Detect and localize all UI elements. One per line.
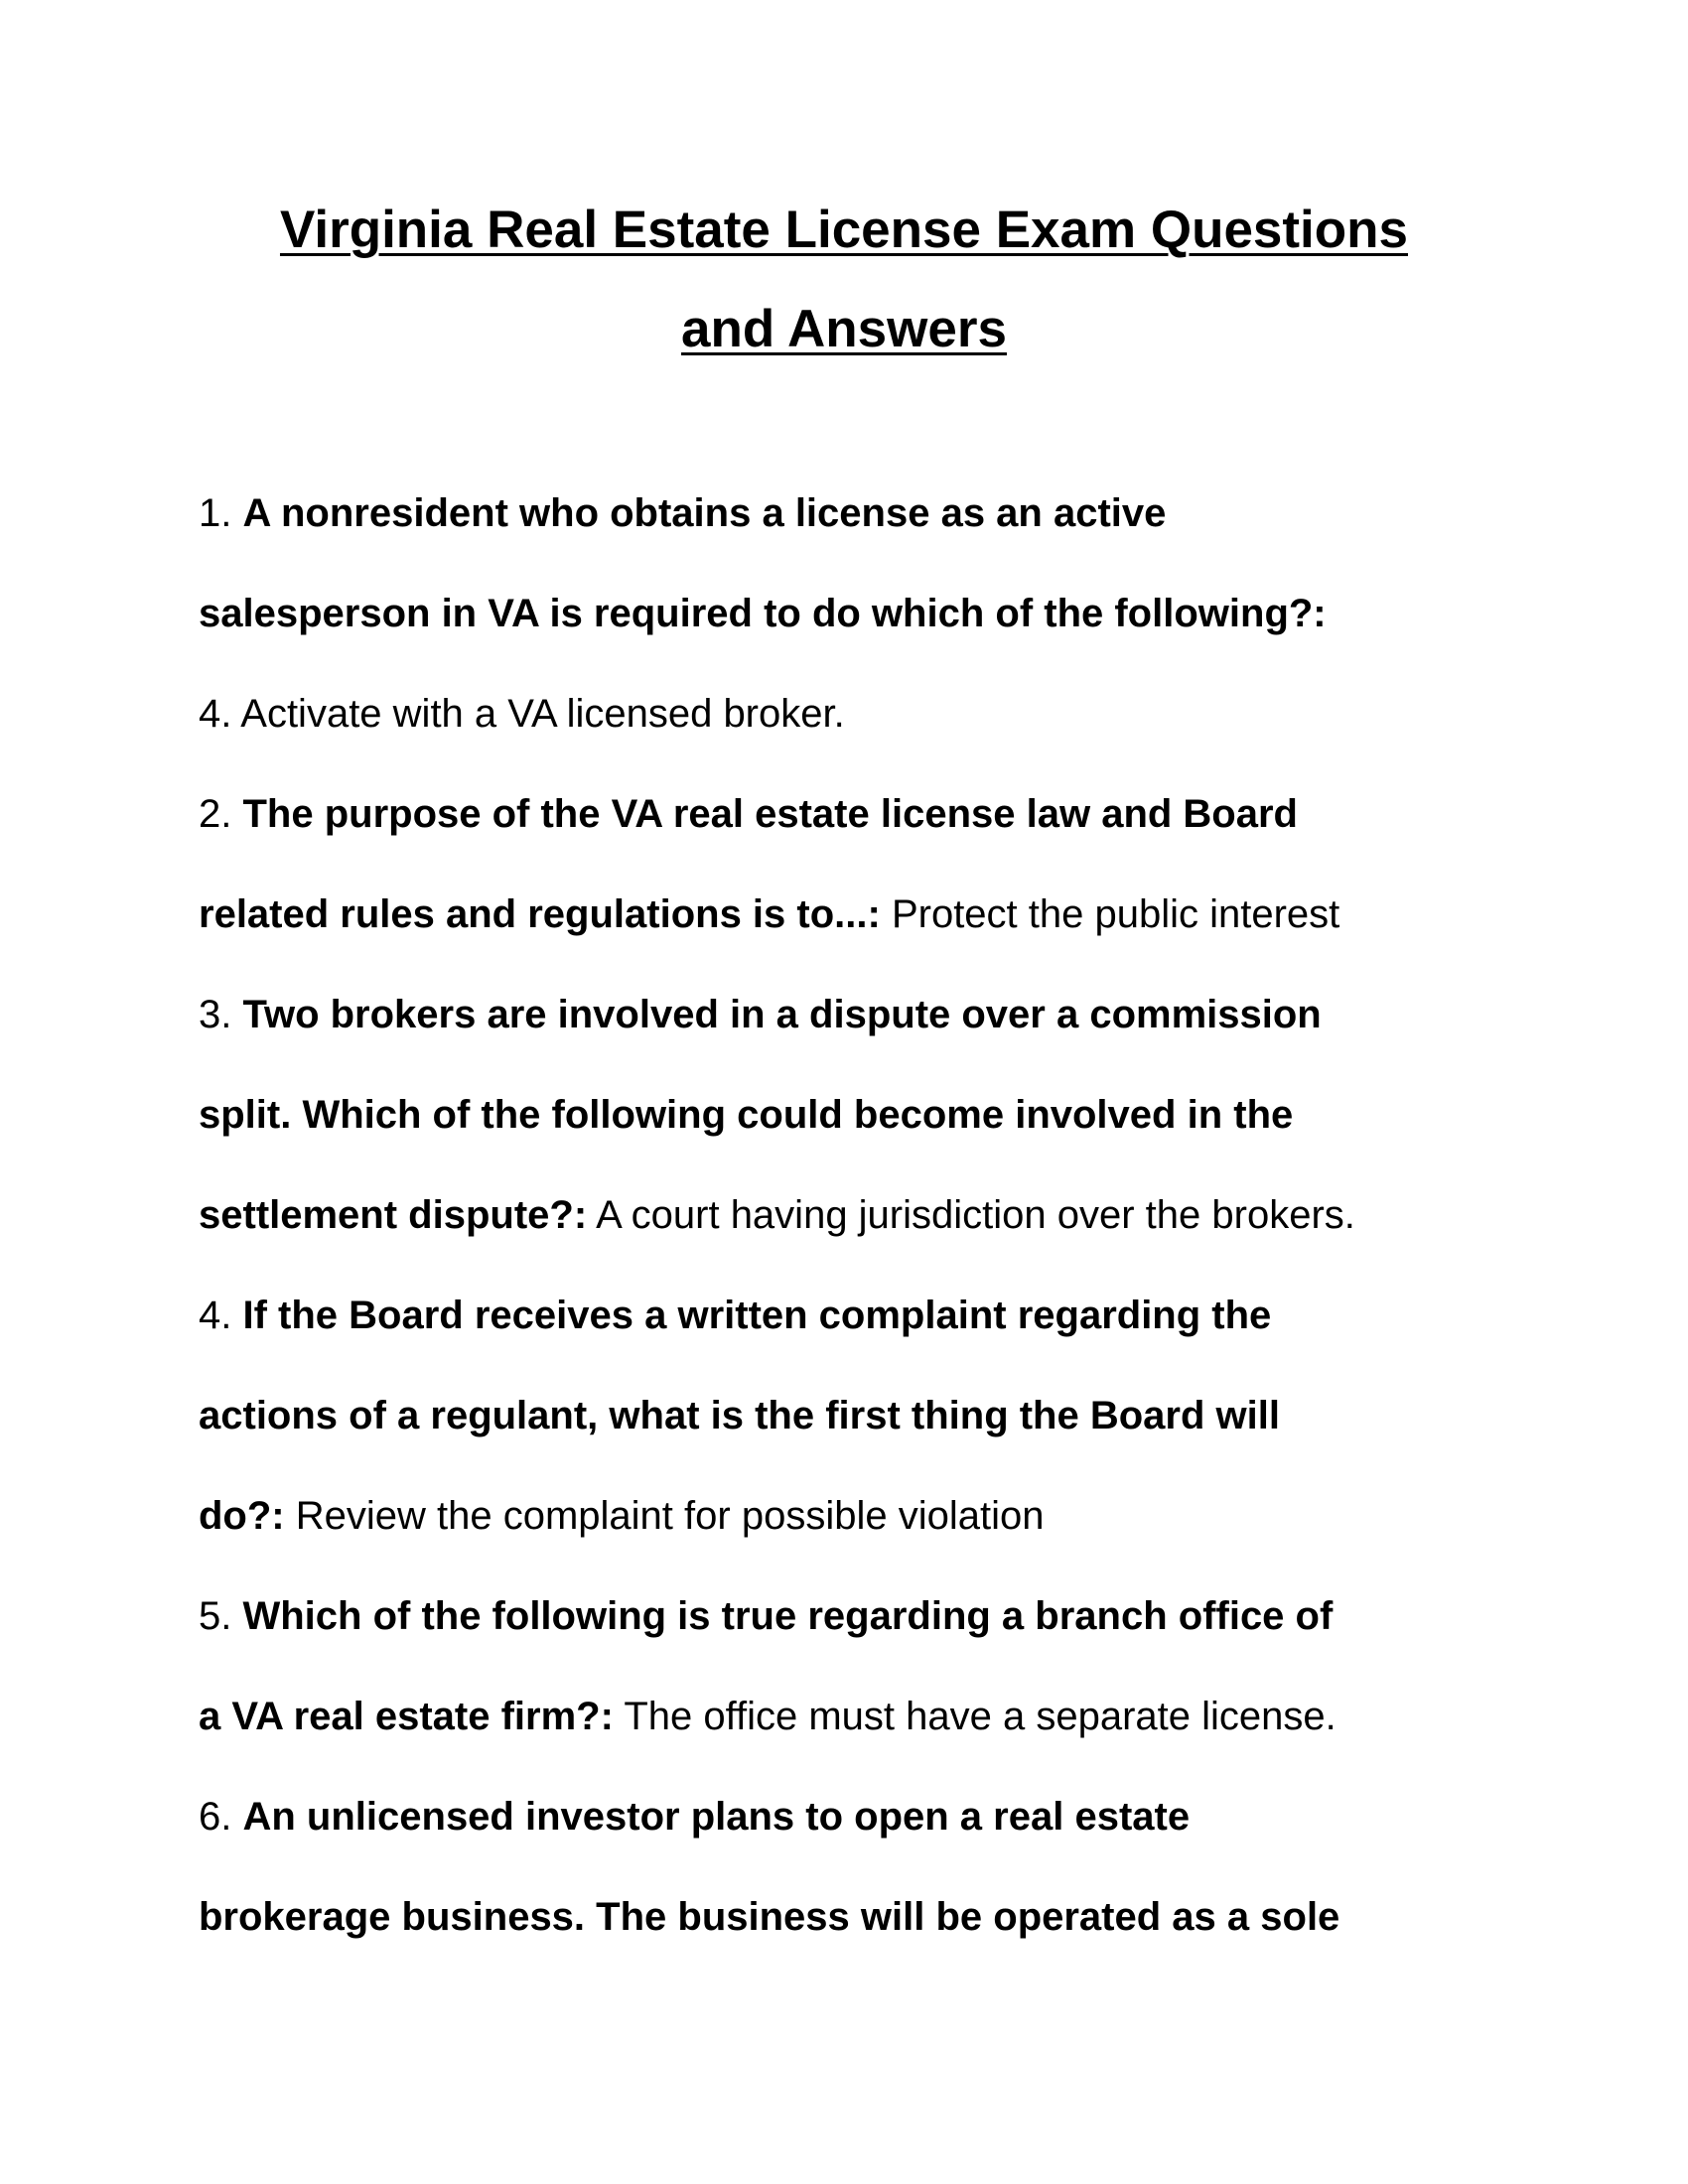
question-2-line-1 [199, 794, 1298, 834]
question-text: do?: [199, 1494, 285, 1538]
question-number: 1. [199, 491, 232, 535]
answer-3: A court having jurisdiction over the brokers. [587, 1193, 1355, 1237]
question-text: A nonresident who obtains a license as an active [242, 491, 1167, 535]
question-text: The purpose of the VA real estate license law and Board [242, 792, 1298, 836]
answer-1: 4. Activate with a VA licensed broker. [199, 692, 845, 736]
question-6-line-2: brokerage business. The business will be operated as a sole [199, 1895, 1340, 1939]
question-5-line-1 [199, 1596, 1333, 1636]
question-3-line-1 [199, 995, 1322, 1034]
question-4-line-3 [199, 1496, 1044, 1536]
question-number: 5. [199, 1594, 232, 1638]
question-text: Which of the following is true regarding a branch office of [242, 1594, 1334, 1638]
answer-4: Review the complaint for possible violation [284, 1494, 1045, 1538]
question-1-line-1 [199, 493, 1166, 533]
question-text: Two brokers are involved in a dispute over a commission [242, 993, 1322, 1036]
question-text: a VA real estate firm?: [199, 1695, 614, 1738]
question-number: 3. [199, 993, 232, 1036]
question-3-line-3 [199, 1195, 1355, 1235]
question-4-line-1 [199, 1296, 1271, 1335]
page-title-line-1: Virginia Real Estate License Exam Questions [279, 201, 1409, 259]
answer-2: Protect the public interest [880, 892, 1340, 936]
question-number: 2. [199, 792, 232, 836]
question-2-line-2 [199, 894, 1339, 934]
question-text: related rules and regulations is to...: [199, 892, 881, 936]
page-title-line-2: and Answers [681, 300, 1007, 358]
question-number: 6. [199, 1795, 232, 1839]
question-number: 4. [199, 1294, 232, 1337]
question-text: If the Board receives a written complaint regarding the [242, 1294, 1272, 1337]
question-1-line-2: salesperson in VA is required to do which of the following?: [199, 592, 1327, 635]
question-3-line-2: split. Which of the following could become involved in the [199, 1093, 1294, 1137]
question-5-line-2 [199, 1697, 1336, 1736]
question-6-line-1 [199, 1797, 1190, 1837]
question-text: An unlicensed investor plans to open a real estate [242, 1795, 1191, 1839]
answer-5: The office must have a separate license. [613, 1695, 1336, 1738]
question-text: settlement dispute?: [199, 1193, 588, 1237]
question-4-line-2: actions of a regulant, what is the first thing the Board will [199, 1394, 1280, 1437]
